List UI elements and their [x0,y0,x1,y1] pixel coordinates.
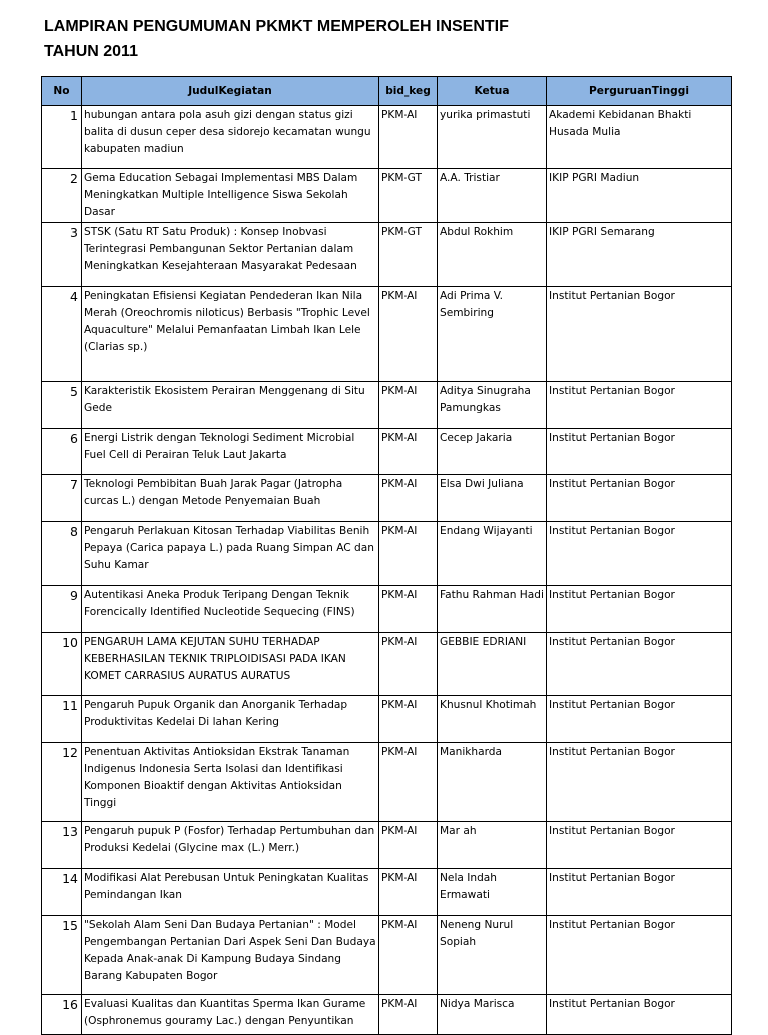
cell-ketua: Manikharda [438,743,547,822]
cell-judul-kegiatan: Pengaruh Pupuk Organik dan Anorganik Terhadap Produktivitas Kedelai Di lahan Kering [82,696,379,743]
cell-no: 7 [42,475,82,522]
cell-no: 16 [42,995,82,1035]
cell-no: 2 [42,169,82,223]
cell-ketua: yurika primastuti [438,106,547,169]
table-row [42,475,732,522]
cell-ketua: Elsa Dwi Juliana [438,475,547,522]
cell-bid-keg: PKM-AI [379,633,438,696]
cell-bid-keg: PKM-AI [379,586,438,633]
table-row [42,106,732,169]
cell-bid-keg: PKM-AI [379,822,438,869]
cell-judul-kegiatan: "Sekolah Alam Seni Dan Budaya Pertanian" : Model Pengembangan Pertanian Dari Aspek Seni Dan Budaya Kepada Anak-anak Di Kampung Budaya Sindang Barang Kabupaten Bogor [82,916,379,995]
cell-judul-kegiatan: STSK (Satu RT Satu Produk) : Konsep Inobvasi Terintegrasi Pembangunan Sektor Pertanian dalam Meningkatkan Kesejahteraan Masyarakat Pedesaan [82,223,379,287]
cell-bid-keg: PKM-AI [379,743,438,822]
cell-ketua: Abdul Rokhim [438,223,547,287]
cell-ketua: Cecep Jakaria [438,429,547,475]
cell-judul-kegiatan: PENGARUH LAMA KEJUTAN SUHU TERHADAP KEBERHASILAN TEKNIK TRIPLOIDISASI PADA IKAN KOMET CARRASIUS AURATUS AURATUS [82,633,379,696]
cell-no: 12 [42,743,82,822]
cell-bid-keg: PKM-AI [379,522,438,586]
cell-perguruan-tinggi: Institut Pertanian Bogor [547,995,732,1035]
cell-perguruan-tinggi: Institut Pertanian Bogor [547,696,732,743]
document-title [44,14,509,64]
cell-bid-keg: PKM-AI [379,106,438,169]
title-line-1: LAMPIRAN PENGUMUMAN PKMKT MEMPEROLEH INSENTIF [44,18,509,35]
table-body [42,106,732,1035]
cell-judul-kegiatan: Peningkatan Efisiensi Kegiatan Pendederan Ikan Nila Merah (Oreochromis niloticus) Berbasis "Trophic Level Aquaculture" Melalui Pemanfaatan Limbah Ikan Lele (Clarias sp.) [82,287,379,382]
header-row [42,77,732,106]
cell-perguruan-tinggi: Institut Pertanian Bogor [547,916,732,995]
cell-perguruan-tinggi: Institut Pertanian Bogor [547,822,732,869]
table-row [42,223,732,287]
cell-perguruan-tinggi: Akademi Kebidanan Bhakti Husada Mulia [547,106,732,169]
title-line-2: TAHUN 2011 [44,43,138,60]
cell-judul-kegiatan: Autentikasi Aneka Produk Teripang Dengan Teknik Forencically Identified Nucleotide Sequecing (FINS) [82,586,379,633]
cell-perguruan-tinggi: Institut Pertanian Bogor [547,743,732,822]
table-row [42,522,732,586]
cell-bid-keg: PKM-AI [379,287,438,382]
cell-no: 9 [42,586,82,633]
cell-ketua: Neneng Nurul Sopiah [438,916,547,995]
header-judul-kegiatan: JudulKegiatan [82,77,379,106]
cell-judul-kegiatan: Modifikasi Alat Perebusan Untuk Peningkatan Kualitas Pemindangan Ikan [82,869,379,916]
table-row [42,696,732,743]
cell-ketua: GEBBIE EDRIANI [438,633,547,696]
table-row [42,382,732,429]
cell-perguruan-tinggi: Institut Pertanian Bogor [547,522,732,586]
cell-perguruan-tinggi: IKIP PGRI Madiun [547,169,732,223]
cell-no: 15 [42,916,82,995]
cell-perguruan-tinggi: Institut Pertanian Bogor [547,475,732,522]
cell-perguruan-tinggi: Institut Pertanian Bogor [547,382,732,429]
cell-judul-kegiatan: Gema Education Sebagai Implementasi MBS Dalam Meningkatkan Multiple Intelligence Siswa Sekolah Dasar [82,169,379,223]
cell-judul-kegiatan: Pengaruh pupuk P (Fosfor) Terhadap Pertumbuhan dan Produksi Kedelai (Glycine max (L.) Merr.) [82,822,379,869]
cell-no: 10 [42,633,82,696]
cell-judul-kegiatan: Pengaruh Perlakuan Kitosan Terhadap Viabilitas Benih Pepaya (Carica papaya L.) pada Ruang Simpan AC dan Suhu Kamar [82,522,379,586]
cell-ketua: Nidya Marisca [438,995,547,1035]
cell-ketua: Khusnul Khotimah [438,696,547,743]
cell-no: 1 [42,106,82,169]
cell-perguruan-tinggi: Institut Pertanian Bogor [547,633,732,696]
cell-judul-kegiatan: Evaluasi Kualitas dan Kuantitas Sperma Ikan Gurame (Osphronemus gouramy Lac.) dengan Penyuntikan [82,995,379,1035]
cell-judul-kegiatan: Teknologi Pembibitan Buah Jarak Pagar (Jatropha curcas L.) dengan Metode Penyemaian Buah [82,475,379,522]
incentive-table [41,76,732,1035]
cell-judul-kegiatan: Karakteristik Ekosistem Perairan Menggenang di Situ Gede [82,382,379,429]
cell-no: 5 [42,382,82,429]
cell-no: 3 [42,223,82,287]
cell-no: 6 [42,429,82,475]
cell-bid-keg: PKM-AI [379,382,438,429]
table-row [42,287,732,382]
cell-perguruan-tinggi: Institut Pertanian Bogor [547,429,732,475]
cell-ketua: Fathu Rahman Hadi [438,586,547,633]
cell-no: 14 [42,869,82,916]
cell-bid-keg: PKM-AI [379,869,438,916]
cell-no: 13 [42,822,82,869]
cell-ketua: Endang Wijayanti [438,522,547,586]
cell-perguruan-tinggi: IKIP PGRI Semarang [547,223,732,287]
header-perguruan-tinggi: PerguruanTinggi [547,77,732,106]
table-row [42,869,732,916]
cell-bid-keg: PKM-GT [379,223,438,287]
cell-no: 11 [42,696,82,743]
cell-no: 4 [42,287,82,382]
cell-perguruan-tinggi: Institut Pertanian Bogor [547,586,732,633]
header-bid-keg: bid_keg [379,77,438,106]
table-row [42,743,732,822]
cell-perguruan-tinggi: Institut Pertanian Bogor [547,869,732,916]
cell-judul-kegiatan: Penentuan Aktivitas Antioksidan Ekstrak Tanaman Indigenus Indonesia Serta Isolasi dan Identifikasi Komponen Bioaktif dengan Aktivitas Antioksidan Tinggi [82,743,379,822]
cell-ketua: A.A. Tristiar [438,169,547,223]
table-row [42,633,732,696]
cell-ketua: Aditya Sinugraha Pamungkas [438,382,547,429]
header-no: No [42,77,82,106]
cell-perguruan-tinggi: Institut Pertanian Bogor [547,287,732,382]
cell-bid-keg: PKM-GT [379,169,438,223]
cell-no: 8 [42,522,82,586]
cell-ketua: Adi Prima V. Sembiring [438,287,547,382]
table-row [42,822,732,869]
table-row [42,169,732,223]
cell-judul-kegiatan: Energi Listrik dengan Teknologi Sediment Microbial Fuel Cell di Perairan Teluk Laut Jakarta [82,429,379,475]
cell-bid-keg: PKM-AI [379,429,438,475]
table-row [42,429,732,475]
cell-judul-kegiatan: hubungan antara pola asuh gizi dengan status gizi balita di dusun ceper desa sidorejo kecamatan wungu kabupaten madiun [82,106,379,169]
cell-bid-keg: PKM-AI [379,475,438,522]
cell-ketua: Nela Indah Ermawati [438,869,547,916]
table-row [42,586,732,633]
cell-bid-keg: PKM-AI [379,696,438,743]
cell-bid-keg: PKM-AI [379,995,438,1035]
header-ketua: Ketua [438,77,547,106]
table-row [42,995,732,1035]
cell-bid-keg: PKM-AI [379,916,438,995]
cell-ketua: Mar ah [438,822,547,869]
table-row [42,916,732,995]
